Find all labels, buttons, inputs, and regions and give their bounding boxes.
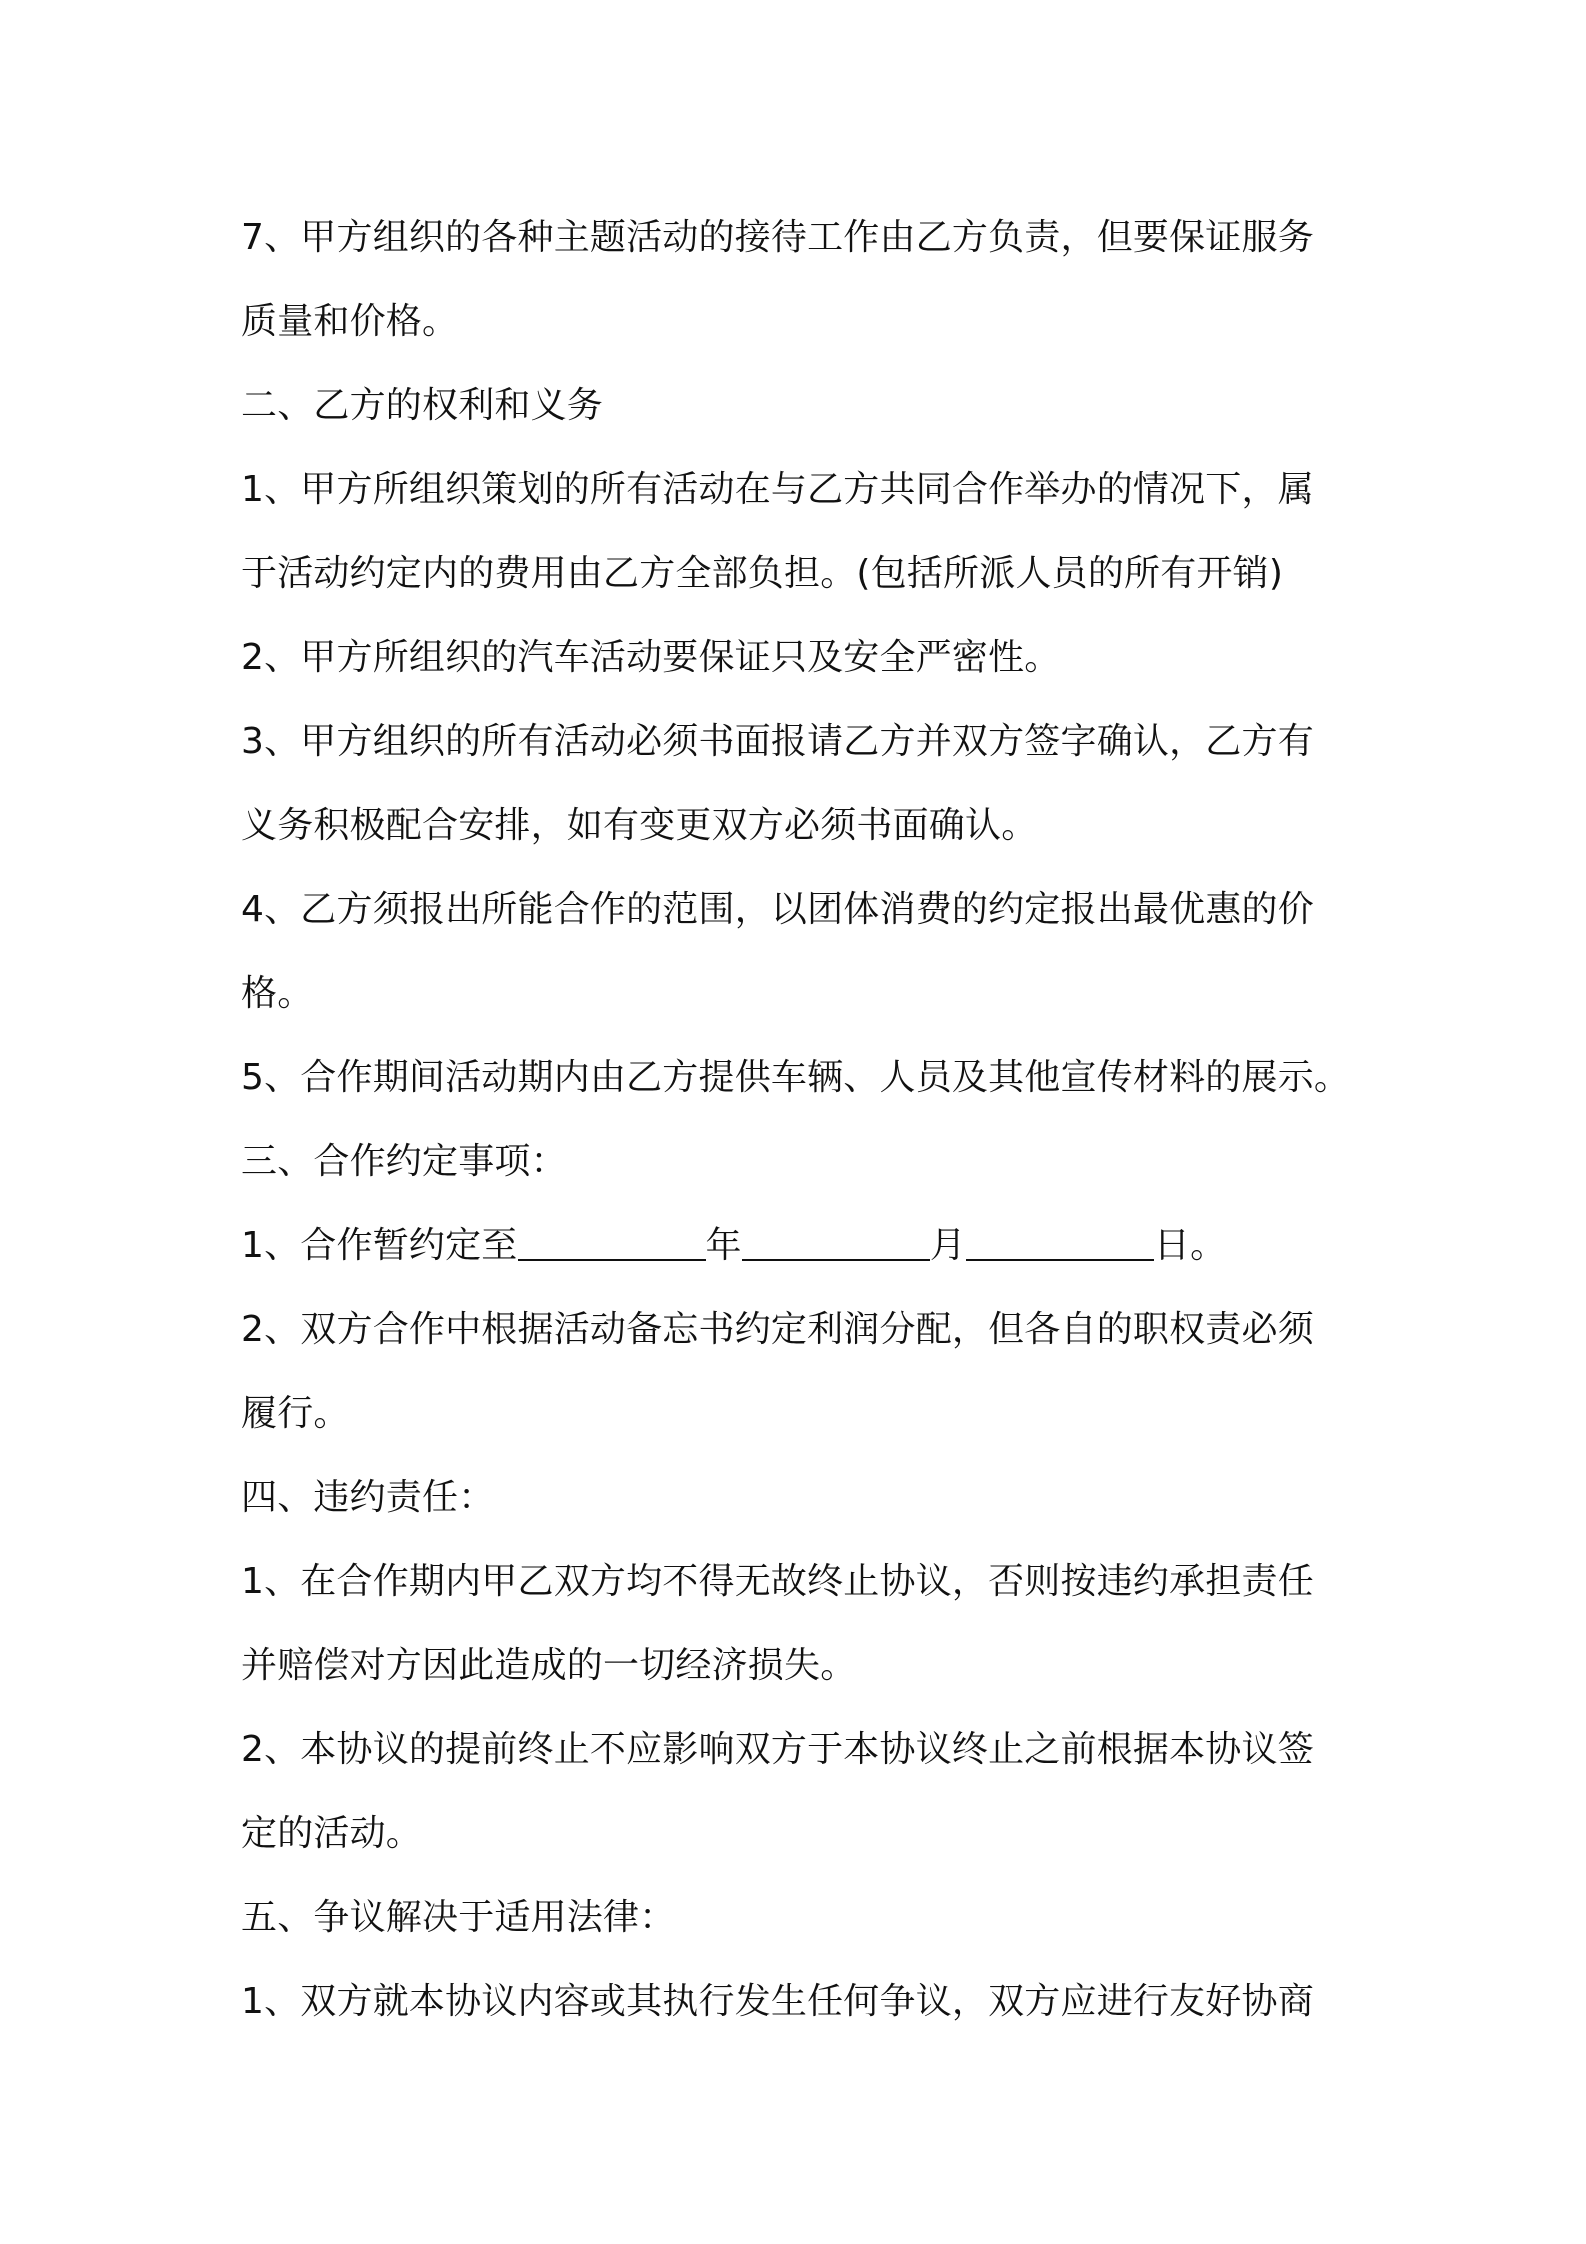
day-blank (966, 1219, 1154, 1261)
paragraph-line: 并赔偿对方因此造成的一切经济损失。 (241, 1645, 857, 1686)
paragraph-line: 2、双方合作中根据活动备忘书约定利润分配，但各自的职权责必须 (241, 1309, 1314, 1350)
paragraph-line: 2、甲方所组织的汽车活动要保证只及安全严密性。 (241, 637, 1061, 678)
paragraph-line: 1、在合作期内甲乙双方均不得无故终止协议，否则按违约承担责任 (241, 1561, 1314, 1602)
paragraph-line: 5、合作期间活动期内由乙方提供车辆、人员及其他宣传材料的展示。 (241, 1057, 1351, 1098)
paragraph-line: 1、双方就本协议内容或其执行发生任何争议，双方应进行友好协商 (241, 1981, 1314, 2022)
paragraph-line: 3、甲方组织的所有活动必须书面报请乙方并双方签字确认，乙方有 (241, 721, 1314, 762)
paragraph-line: 1、甲方所组织策划的所有活动在与乙方共同合作举办的情况下，属 (241, 469, 1314, 510)
year-blank (518, 1219, 706, 1261)
term-date-prefix: 1、合作暂约定至 (241, 1225, 518, 1266)
term-date-line (241, 1204, 1371, 1288)
month-blank (742, 1219, 930, 1261)
paragraph-line: 质量和价格。 (241, 301, 459, 342)
document-body (241, 196, 1371, 2044)
paragraph-line: 4、乙方须报出所能合作的范围，以团体消费的约定报出最优惠的价 (241, 889, 1314, 930)
section-heading: 二、乙方的权利和义务 (241, 385, 604, 426)
section-heading: 四、违约责任： (241, 1477, 495, 1518)
paragraph-line: 定的活动。 (241, 1813, 423, 1854)
paragraph-line: 2、本协议的提前终止不应影响双方于本协议终止之前根据本协议签 (241, 1729, 1314, 1770)
paragraph-line: 7、甲方组织的各种主题活动的接待工作由乙方负责，但要保证服务 (241, 217, 1314, 258)
paragraph-line: 格。 (241, 973, 314, 1014)
section-heading: 三、合作约定事项： (241, 1141, 567, 1182)
paragraph-line: 履行。 (241, 1393, 350, 1434)
paragraph-line: 义务积极配合安排，如有变更双方必须书面确认。 (241, 805, 1038, 846)
paragraph-line: 于活动约定内的费用由乙方全部负担。(包括所派人员的所有开销) (241, 553, 1284, 594)
year-label: 年 (705, 1225, 742, 1266)
day-label: 日。 (1153, 1225, 1227, 1266)
month-label: 月 (929, 1225, 966, 1266)
section-heading: 五、争议解决于适用法律： (241, 1897, 676, 1938)
